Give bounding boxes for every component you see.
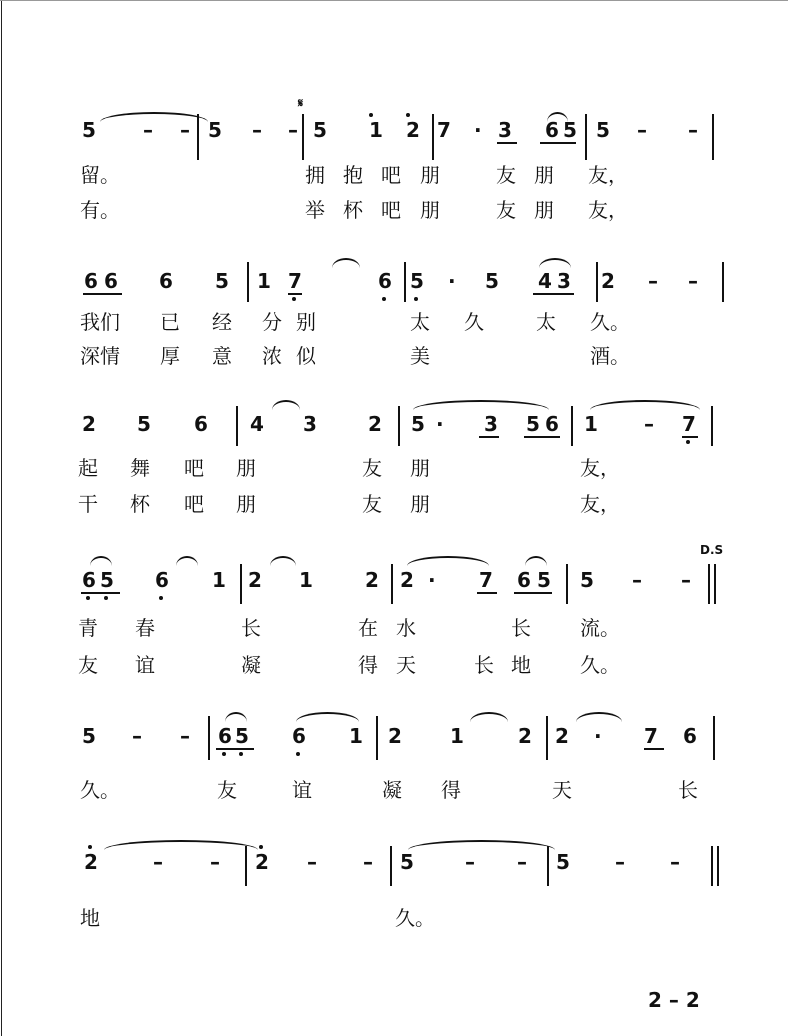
barline	[566, 564, 568, 604]
lyric-syllable: 友，	[588, 198, 628, 222]
lyric-syllable: 吧	[184, 456, 204, 480]
slur	[270, 556, 296, 566]
barline	[722, 262, 724, 302]
barline	[717, 846, 719, 886]
note: 5	[235, 724, 249, 748]
note: 7	[288, 269, 302, 293]
note: –	[648, 269, 658, 293]
barline	[432, 114, 434, 160]
lyric-syllable: 长	[474, 653, 494, 677]
note: 5	[137, 412, 151, 436]
lyric-syllable: 留。	[80, 163, 120, 187]
lyric-syllable: 凝	[241, 653, 261, 677]
slur	[470, 712, 508, 722]
note: 1	[450, 724, 464, 748]
note: 5	[556, 850, 570, 874]
note: –	[688, 269, 698, 293]
note: –	[252, 118, 262, 142]
beam-underline	[533, 293, 574, 295]
note: –	[465, 850, 475, 874]
lyric-syllable: 流。	[580, 616, 620, 640]
lyric-syllable: 举	[305, 198, 325, 222]
lyric-syllable: 有。	[80, 198, 120, 222]
slur	[413, 400, 549, 410]
slur	[408, 840, 555, 850]
beam-underline	[540, 142, 576, 144]
lyric-syllable: 吧	[381, 163, 401, 187]
note: 2	[518, 724, 532, 748]
lyric-syllable: 朋	[410, 492, 430, 516]
note: –	[180, 118, 190, 142]
barline	[404, 262, 406, 302]
note: 2	[84, 850, 98, 874]
lyric-syllable: 抱	[343, 163, 363, 187]
note: 1	[369, 118, 383, 142]
lyric-syllable: 友	[217, 778, 237, 802]
note: –	[615, 850, 625, 874]
lyric-syllable: 春	[135, 616, 155, 640]
note: –	[681, 568, 691, 592]
lyric-syllable: 朋	[534, 163, 554, 187]
octave-dot-below	[86, 596, 90, 600]
beam-underline	[81, 592, 120, 594]
barline	[711, 846, 713, 886]
octave-dot-below	[296, 752, 300, 756]
barline	[712, 114, 714, 160]
note: 7	[644, 724, 658, 748]
beam-underline	[514, 592, 552, 594]
note: 5	[400, 850, 414, 874]
lyric-syllable: 长	[241, 616, 261, 640]
octave-dot-above	[406, 113, 410, 117]
note: 6	[218, 724, 232, 748]
note: –	[143, 118, 153, 142]
barline	[711, 406, 713, 446]
note: –	[670, 850, 680, 874]
barline	[390, 846, 392, 886]
lyric-syllable: 地	[511, 653, 531, 677]
segno-mark: 𝄋	[298, 96, 304, 110]
lyric-syllable: 杯	[130, 492, 150, 516]
barline	[713, 716, 715, 760]
lyric-syllable: 拥	[305, 163, 325, 187]
lyric-syllable: 朋	[420, 163, 440, 187]
note: 6	[84, 269, 98, 293]
beam-underline	[83, 293, 122, 295]
lyric-syllable: 似	[296, 344, 316, 368]
barline	[596, 262, 598, 302]
octave-dot-below	[382, 297, 386, 301]
lyric-syllable: 得	[358, 653, 378, 677]
note: –	[632, 568, 642, 592]
barline	[247, 262, 249, 302]
lyric-syllable: 谊	[292, 778, 312, 802]
note: 5	[313, 118, 327, 142]
lyric-syllable: 杯	[343, 198, 363, 222]
lyric-syllable: 吧	[381, 198, 401, 222]
note: 5	[580, 568, 594, 592]
lyric-syllable: 地	[80, 906, 100, 930]
note: 4	[250, 412, 264, 436]
note: 2	[388, 724, 402, 748]
lyric-syllable: 经	[212, 310, 232, 334]
note: –	[180, 724, 190, 748]
octave-dot-below	[222, 752, 226, 756]
note: 6	[155, 568, 169, 592]
note: 1	[349, 724, 363, 748]
note: 5	[82, 118, 96, 142]
barline	[391, 564, 393, 604]
barline	[302, 114, 304, 160]
note: –	[288, 118, 298, 142]
note: 6	[545, 118, 559, 142]
octave-dot-below	[686, 440, 690, 444]
lyric-syllable: 得	[441, 778, 461, 802]
note: 6	[378, 269, 392, 293]
lyric-syllable: 天	[552, 778, 572, 802]
barline	[546, 716, 548, 760]
note: 7	[437, 118, 451, 142]
lyric-syllable: 分	[262, 310, 282, 334]
lyric-syllable: 久。	[80, 778, 120, 802]
note: 2	[368, 412, 382, 436]
note: 1	[584, 412, 598, 436]
note: –	[210, 850, 220, 874]
note: 2	[400, 568, 414, 592]
lyric-syllable: 长	[511, 616, 531, 640]
barline	[547, 846, 549, 886]
note: 5	[526, 412, 540, 436]
lyric-syllable: 吧	[184, 492, 204, 516]
lyric-syllable: 久。	[590, 310, 630, 334]
note: –	[132, 724, 142, 748]
lyric-syllable: 凝	[382, 778, 402, 802]
lyric-syllable: 太	[536, 310, 556, 334]
octave-dot-below	[159, 596, 163, 600]
page-number: 2 – 2	[648, 988, 700, 1012]
note: 6	[683, 724, 697, 748]
lyric-syllable: 友，	[580, 456, 620, 480]
note: 5	[411, 412, 425, 436]
beam-underline	[682, 436, 698, 438]
barline	[245, 846, 247, 886]
beam-underline	[497, 142, 517, 144]
note: –	[688, 118, 698, 142]
lyric-syllable: 长	[678, 778, 698, 802]
note: 6	[545, 412, 559, 436]
barline	[208, 716, 210, 760]
lyric-syllable: 意	[212, 344, 232, 368]
lyric-syllable: 水	[396, 616, 416, 640]
slur	[100, 112, 208, 122]
slur	[104, 840, 258, 850]
note: –	[363, 850, 373, 874]
lyric-syllable: 朋	[410, 456, 430, 480]
note: 6	[104, 269, 118, 293]
lyric-syllable: 我们	[80, 310, 120, 334]
note: 6	[292, 724, 306, 748]
lyric-syllable: 朋	[534, 198, 554, 222]
beam-underline	[644, 748, 664, 750]
beam-underline	[216, 748, 254, 750]
note: –	[517, 850, 527, 874]
lyric-syllable: 朋	[236, 492, 256, 516]
barline	[398, 406, 400, 446]
note: 1	[212, 568, 226, 592]
lyric-syllable: 久。	[395, 906, 435, 930]
note: 2	[82, 412, 96, 436]
lyric-syllable: 谊	[135, 653, 155, 677]
note: 1	[299, 568, 313, 592]
lyric-syllable: 美	[410, 344, 430, 368]
note: ·	[448, 269, 456, 293]
note: 2	[555, 724, 569, 748]
slur	[590, 400, 700, 410]
lyric-syllable: 酒。	[590, 344, 630, 368]
lyric-syllable: 已	[160, 310, 180, 334]
slur	[539, 258, 571, 268]
note: 5	[563, 118, 577, 142]
slur	[547, 112, 568, 122]
note: 2	[601, 269, 615, 293]
note: 3	[557, 269, 571, 293]
slur	[576, 712, 622, 722]
slur	[272, 400, 300, 410]
note: –	[644, 412, 654, 436]
beam-underline	[288, 293, 302, 295]
lyric-syllable: 友	[78, 653, 98, 677]
slur	[332, 258, 360, 268]
note: 5	[100, 568, 114, 592]
lyric-syllable: 起	[78, 456, 98, 480]
note: 5	[208, 118, 222, 142]
note: 6	[82, 568, 96, 592]
note: 2	[255, 850, 269, 874]
note: ·	[474, 118, 482, 142]
lyric-syllable: 朋	[236, 456, 256, 480]
note: ·	[436, 412, 444, 436]
note: 5	[215, 269, 229, 293]
slur	[90, 556, 112, 566]
note: 1	[257, 269, 271, 293]
note: ·	[594, 724, 602, 748]
note: 3	[498, 118, 512, 142]
lyric-syllable: 深情	[80, 344, 120, 368]
octave-dot-below	[104, 596, 108, 600]
slur	[525, 556, 547, 566]
lyric-syllable: 厚	[160, 344, 180, 368]
lyric-syllable: 友，	[580, 492, 620, 516]
note: 2	[406, 118, 420, 142]
lyric-syllable: 在	[358, 616, 378, 640]
lyric-syllable: 别	[296, 310, 316, 334]
lyric-syllable: 友	[362, 492, 382, 516]
barline	[240, 564, 242, 604]
barline	[571, 406, 573, 446]
octave-dot-below	[414, 297, 418, 301]
note: 5	[410, 269, 424, 293]
note: –	[637, 118, 647, 142]
note: 7	[479, 568, 493, 592]
note: 6	[517, 568, 531, 592]
barline	[376, 716, 378, 760]
octave-dot-above	[259, 845, 263, 849]
barline	[714, 564, 716, 604]
octave-dot-above	[88, 845, 92, 849]
note: –	[153, 850, 163, 874]
lyric-syllable: 天	[396, 653, 416, 677]
beam-underline	[524, 436, 560, 438]
barline	[708, 564, 710, 604]
note: 5	[596, 118, 610, 142]
note: 5	[82, 724, 96, 748]
note: 6	[159, 269, 173, 293]
lyric-syllable: 友	[496, 198, 516, 222]
note: 5	[537, 568, 551, 592]
note: 2	[248, 568, 262, 592]
lyric-syllable: 久。	[580, 653, 620, 677]
note: ·	[428, 568, 436, 592]
slur	[296, 712, 359, 722]
lyric-syllable: 友	[496, 163, 516, 187]
barline	[236, 406, 238, 446]
note: 5	[485, 269, 499, 293]
slur	[407, 556, 489, 566]
lyric-syllable: 久	[464, 310, 484, 334]
note: 3	[484, 412, 498, 436]
lyric-syllable: 友	[362, 456, 382, 480]
lyric-syllable: 友，	[588, 163, 628, 187]
note: 6	[194, 412, 208, 436]
note: 2	[365, 568, 379, 592]
lyric-syllable: 朋	[420, 198, 440, 222]
note: 7	[682, 412, 696, 436]
beam-underline	[479, 436, 499, 438]
ds-mark: D.S	[700, 543, 724, 557]
octave-dot-below	[239, 752, 243, 756]
note: –	[307, 850, 317, 874]
beam-underline	[477, 592, 497, 594]
slur	[225, 712, 247, 722]
barline	[585, 114, 587, 160]
lyric-syllable: 青	[78, 616, 98, 640]
note: 3	[303, 412, 317, 436]
note: 4	[538, 269, 552, 293]
octave-dot-above	[369, 113, 373, 117]
lyric-syllable: 舞	[130, 456, 150, 480]
lyric-syllable: 浓	[262, 344, 282, 368]
octave-dot-below	[292, 297, 296, 301]
slur	[176, 556, 198, 566]
lyric-syllable: 太	[410, 310, 430, 334]
lyric-syllable: 干	[78, 492, 98, 516]
